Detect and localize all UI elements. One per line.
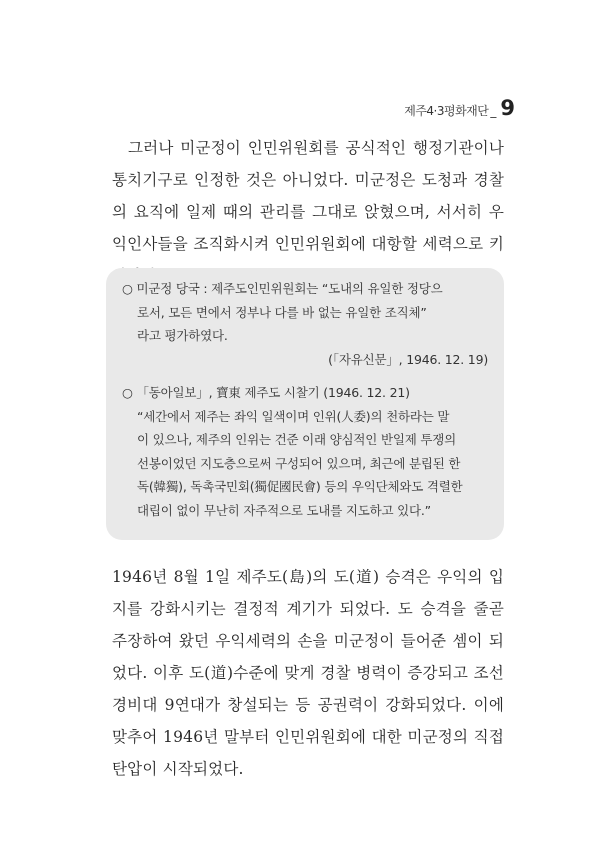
quote-line: 로서, 모든 면에서 정부나 다를 바 없는 유일한 조직체”	[137, 304, 427, 320]
quote-box	[106, 268, 504, 540]
quote-line: 이 있으나, 제주의 인위는 건준 이래 양심적인 반일제 투쟁의	[137, 432, 456, 447]
body-paragraph-2: 1946년 8월 1일 제주도(島)의 도(道) 승격은 우익의 입지를 강화시키는 결정적 계기가 되었다. 도 승격을 줄곧 주장하여 왔던 우익세력의 손을 미군정이 들어준 셈이 되었다. 이후 도(道)수준에 맞게 경찰 병력이 증강되고 조선경비대 9연대가 창설되는 등 공권력이 강화되었다. 이에 맞추어 1946년 말부터 인민위원회에 대한 미군정의 직접 탄압이 시작되었다.	[112, 568, 504, 778]
quote-source: (「자유신문」, 1946. 12. 19)	[328, 351, 488, 367]
quote-item-dong-a-ilbo	[122, 381, 492, 522]
quote-line: 선봉이었던 지도층으로써 구성되어 있으며, 최근에 분립된 한	[137, 455, 461, 471]
quote-line: “세간에서 제주는 좌익 일색이며 인위(人委)의 천하라는 말	[137, 408, 450, 424]
quote-heading: ○ 「동아일보」, 寶東 제주도 시찰기 (1946. 12. 21)	[122, 385, 410, 400]
publisher-name: 제주4·3평화재단	[404, 104, 489, 118]
page-number: 9	[500, 96, 515, 120]
quote-line: ○ 미군정 당국 : 제주도인민위원회는 “도내의 유일한 정당으	[122, 281, 443, 296]
body-paragraph-1: 그러나 미군정이 인민위원회를 공식적인 행정기관이나 통치기구로 인정한 것은 아니었다. 미군정은 도청과 경찰의 요직에 일제 때의 관리를 그대로 앉혔으며, 서서히 우익인사들을 조직화시켜 인민위원회에 대항할 세력으로 키	[112, 139, 504, 253]
running-header	[404, 96, 515, 120]
quote-line: 독(韓獨), 독촉국민회(獨促國民會) 등의 우익단체와도 격렬한	[137, 479, 463, 494]
quote-line: 라고 평가하였다.	[137, 328, 228, 343]
quote-item-us-military	[122, 277, 492, 371]
quote-line: 대립이 없이 무난히 자주적으로 도내를 지도하고 있다.”	[137, 502, 431, 518]
header-separator: _	[490, 104, 497, 118]
